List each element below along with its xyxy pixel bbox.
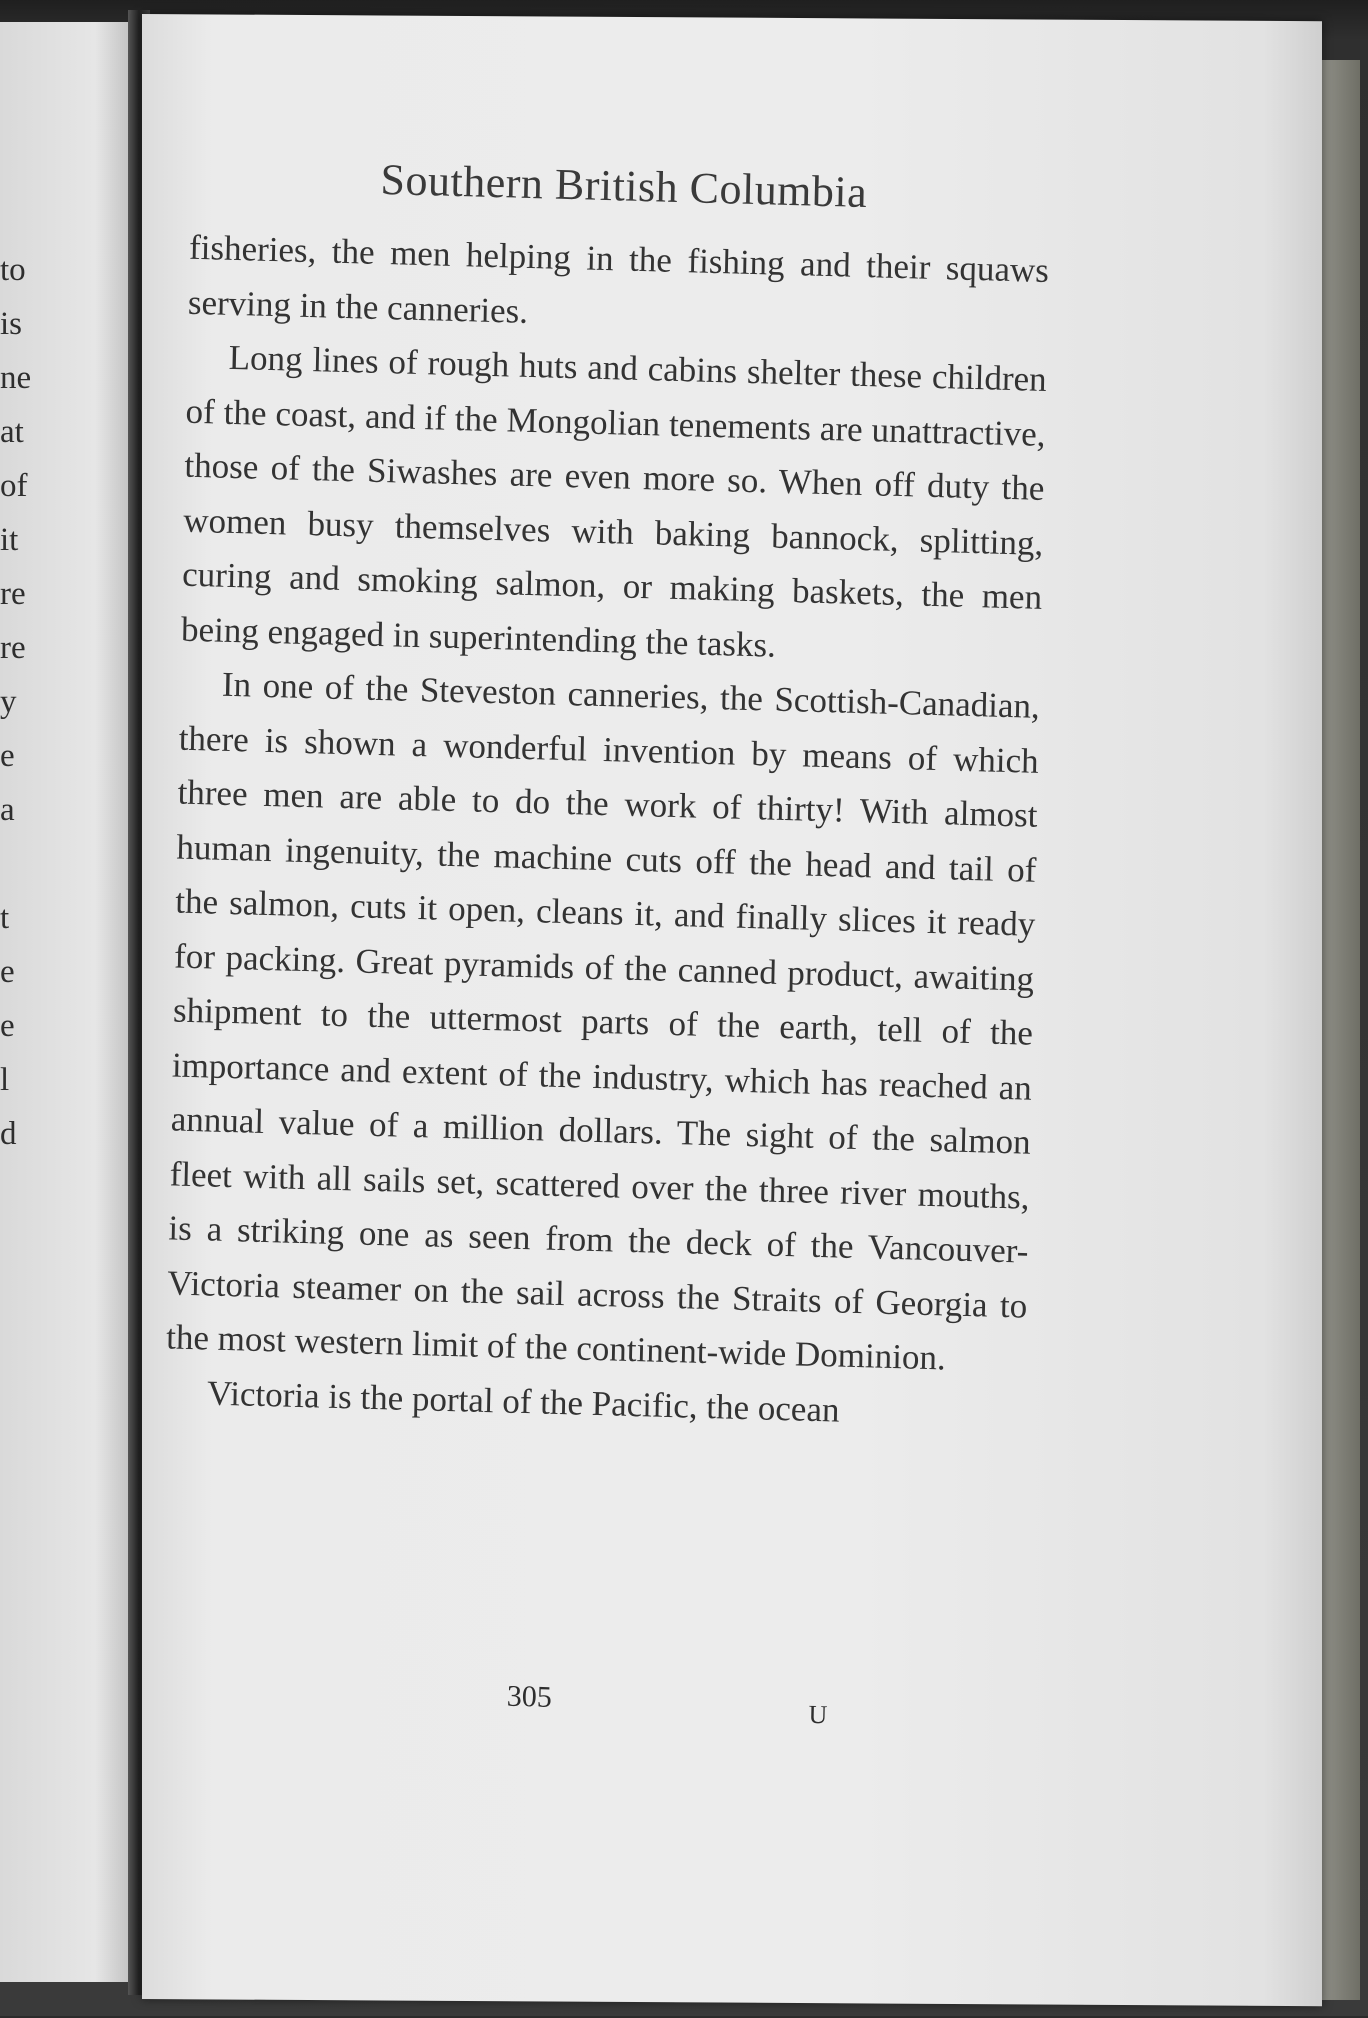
paragraph: Long lines of rough huts and cabins shelter these children of the coast, and if the Mongolian tenements are unattractive, those of the Siwashes are even more so. When off duty the women busy themselves with baking bannock, splitting, curing and smoking salmon, or making baskets, the men being engaged in superintending the tasks. — [180, 337, 1048, 665]
running-head: Southern British Columbia — [380, 154, 868, 218]
line-fragment: l — [0, 1062, 10, 1098]
line-fragment: y — [0, 684, 17, 720]
signature-mark: U — [808, 1699, 828, 1730]
line-fragment: t — [0, 900, 10, 936]
paragraph: In one of the Steveston canneries, the Scottish-Canadian, there is shown a wonderful invention by means of which three men are able to do the work of thirty! With almost human ingenuity, the machine cuts off the head and tail of the salmon, cuts it open, cleans it, and finally slices it ready for packing. Great pyramids of the canned product, awaiting shipment to the uttermost parts of the earth, tell of the importance and extent of the industry, which has reached an annual value of a million dollars. The sight of the salmon fleet with all sails set, scattered over the three river mouths, is a striking one as seen from the deck of the Vancouver-Victoria steamer on the sail across the Straits of Georgia to the most western limit of the continent-wide Dominion. — [165, 664, 1041, 1378]
page-content — [103, 1, 1324, 2017]
book-page — [142, 14, 1322, 2006]
line-fragment: re — [0, 576, 26, 612]
line-fragment: re — [0, 630, 26, 666]
line-fragment: is — [0, 306, 23, 342]
line-fragment: e — [0, 954, 15, 990]
paragraph: fisheries, the men helping in the fishing and their squaws serving in the canneries. — [187, 227, 1050, 331]
line-fragment: ne — [0, 360, 32, 396]
line-fragment: of — [0, 468, 28, 504]
line-fragment: d — [0, 1116, 17, 1152]
line-fragment: to — [0, 252, 26, 288]
line-fragment: it — [0, 522, 19, 558]
paragraph: Victoria is the portal of the Pacific, the ocean — [206, 1372, 840, 1430]
line-fragment: e — [0, 738, 15, 774]
line-fragment: e — [0, 1008, 15, 1044]
line-fragment: at — [0, 414, 24, 450]
line-fragment: a — [0, 792, 15, 828]
body-text — [165, 221, 1050, 1443]
page-number: 305 — [506, 1679, 553, 1714]
